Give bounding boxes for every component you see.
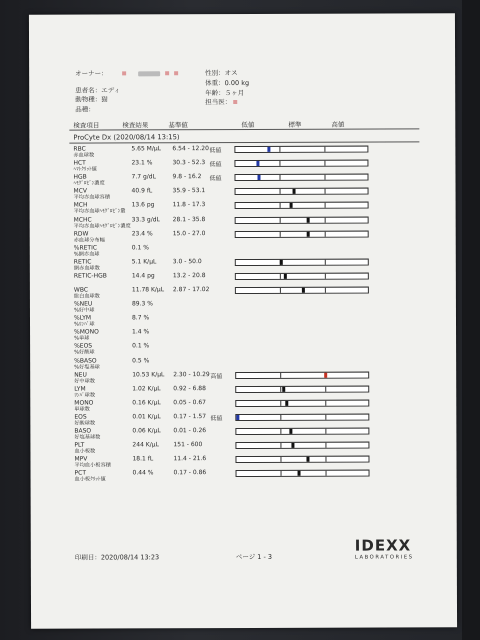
redacted-owner: [138, 71, 160, 76]
test-result: 0.5 %: [132, 356, 150, 364]
test-name: %EOS: [74, 342, 93, 350]
range-divider: [280, 203, 281, 208]
range-divider: [326, 471, 327, 476]
redacted-mark: [174, 71, 178, 75]
test-name: %BASO: [74, 357, 97, 365]
range-divider: [325, 443, 326, 448]
table-row: [29, 158, 455, 173]
patient-label: 患者名：: [75, 86, 102, 95]
test-result: 23.4 %: [131, 229, 153, 237]
range-divider: [325, 401, 326, 406]
range-divider: [280, 457, 281, 462]
range-bar: [236, 470, 370, 477]
test-name: RDW: [73, 230, 89, 238]
col-result: 検査結果: [122, 121, 149, 130]
table-row: [30, 271, 456, 283]
range-bar: [234, 146, 368, 153]
vet-label: 担当医：: [205, 98, 232, 107]
test-result: 8.7 %: [131, 314, 150, 322]
range-marker: [293, 189, 296, 194]
reference-range: 15.0 - 27.0: [172, 229, 206, 237]
range-divider: [280, 288, 281, 293]
test-result: 14.4 pg: [131, 272, 155, 280]
reference-range: 0.01 - 0.26: [173, 427, 207, 435]
reference-range: 9.8 - 16.2: [172, 173, 202, 181]
test-name: PCT: [74, 469, 87, 477]
test-result: 0.44 %: [132, 469, 154, 477]
sex-value: オス: [224, 69, 238, 78]
vet-line: [205, 97, 237, 106]
sex-line: [205, 68, 237, 77]
test-result: 7.7 g/dL: [131, 173, 156, 181]
range-divider: [325, 274, 326, 279]
table-row: [30, 412, 456, 427]
test-name: BASO: [74, 427, 92, 435]
range-divider: [325, 189, 326, 194]
test-name: MONO: [74, 399, 94, 407]
test-jp-name: 単球数: [74, 406, 90, 413]
breed-label: 品種：: [75, 105, 95, 114]
range-divider: [281, 471, 282, 476]
range-marker: [290, 203, 293, 208]
range-marker: [257, 175, 260, 180]
reference-range: 11.4 - 21.6: [173, 455, 207, 463]
table-row: [30, 370, 456, 385]
test-name: RETIC: [73, 258, 92, 266]
test-result: 5.65 M/μL: [131, 145, 162, 153]
range-divider: [325, 386, 326, 391]
reference-range: 30.3 - 52.3: [172, 159, 206, 167]
age-line: [205, 88, 244, 97]
owner-line: [75, 68, 178, 77]
range-divider: [324, 147, 325, 152]
test-jp-name: 好中球数: [74, 378, 95, 385]
test-name: RETIC-HGB: [73, 272, 107, 280]
test-name: MCHC: [73, 216, 92, 224]
test-jp-name: 血小板ｸﾘｯﾄ値: [74, 476, 106, 483]
test-jp-name: 赤血球分布幅: [73, 237, 105, 244]
reference-range: 35.9 - 53.1: [172, 187, 206, 195]
range-divider: [280, 231, 281, 236]
test-name: %RETIC: [73, 244, 98, 252]
range-marker: [298, 471, 301, 476]
idexx-logo: IDEXX: [354, 536, 412, 555]
range-bar: [235, 399, 369, 406]
range-marker: [302, 288, 305, 293]
range-bar: [235, 442, 369, 449]
range-bar: [235, 202, 369, 209]
test-jp-name: 平均赤血球ﾍﾓｸﾞﾛﾋﾞﾝ濃度: [73, 222, 131, 230]
range-divider: [280, 274, 281, 279]
range-bar: [235, 216, 369, 223]
range-marker: [256, 161, 259, 166]
range-divider: [325, 457, 326, 462]
range-bar: [235, 258, 369, 265]
test-name: LYM: [74, 385, 86, 393]
range-divider: [280, 189, 281, 194]
table-row: [30, 299, 456, 314]
test-jp-name: ﾍﾓｸﾞﾛﾋﾞﾝ濃度: [73, 180, 105, 187]
test-result: 0.06 K/μL: [132, 427, 161, 435]
table-row: [30, 440, 456, 455]
sex-label: 性別：: [205, 69, 225, 78]
range-divider: [324, 175, 325, 180]
range-bar: [235, 272, 369, 279]
col-low: 低値: [241, 120, 255, 130]
reference-range: 13.2 - 20.8: [172, 272, 206, 280]
reference-range: 11.8 - 17.3: [172, 201, 206, 209]
test-result: 1.4 %: [132, 328, 150, 336]
test-name: HCT: [73, 159, 86, 167]
reference-range: 2.30 - 10.29: [173, 370, 210, 378]
result-flag: 低値: [209, 147, 222, 155]
test-result: 10.53 K/μL: [132, 370, 165, 378]
reference-range: 0.17 - 0.86: [173, 469, 207, 477]
test-result: 40.9 fL: [131, 187, 153, 195]
age-value: ５ヶ月: [224, 88, 245, 98]
test-name: EOS: [74, 413, 87, 421]
range-bar: [235, 413, 369, 420]
range-bar: [234, 160, 368, 167]
test-result: 11.78 K/μL: [131, 286, 165, 294]
page-number: ページ 1 - 3: [235, 552, 273, 562]
range-marker: [280, 260, 283, 265]
table-row: [30, 313, 456, 328]
idexx-logo-sub: LABORATORIES: [354, 554, 414, 561]
range-marker: [307, 231, 310, 236]
table-row: [30, 285, 456, 300]
range-marker: [291, 443, 294, 448]
result-flag: 低値: [209, 175, 222, 183]
range-bar: [235, 188, 369, 195]
range-divider: [280, 415, 281, 420]
reference-range: 3.0 - 50.0: [172, 257, 202, 266]
age-label: 年齢：: [205, 89, 225, 98]
weight-line: [205, 78, 249, 87]
range-divider: [325, 288, 326, 293]
range-bar: [234, 174, 368, 181]
test-jp-name: ﾍﾏﾄｸﾘｯﾄ値: [73, 166, 97, 173]
range-marker: [282, 387, 285, 392]
reference-range: 0.92 - 6.88: [173, 384, 206, 392]
redacted-mark: [165, 71, 169, 75]
range-bar: [235, 428, 369, 435]
range-bar: [235, 287, 369, 294]
species-label: 動物種：: [75, 95, 102, 104]
weight-label: 体重：: [205, 79, 225, 88]
table-row: [30, 342, 456, 354]
test-name: %MONO: [74, 328, 99, 336]
test-jp-name: %ﾘﾝﾊﾟ球: [74, 321, 95, 328]
table-row: [30, 201, 456, 213]
patient-line: [75, 85, 120, 94]
range-marker: [236, 415, 239, 420]
col-normal: 標準: [288, 120, 302, 129]
test-jp-name: 総白血球数: [73, 293, 100, 300]
test-name: MPV: [74, 455, 88, 463]
table-row: [30, 328, 456, 340]
section-divider: [69, 141, 419, 143]
range-marker: [289, 429, 292, 434]
test-jp-name: 平均赤血球容積: [73, 194, 110, 201]
test-name: PLT: [74, 441, 85, 449]
range-marker: [324, 372, 327, 377]
test-result: 1.02 K/μL: [132, 384, 161, 393]
owner-label: オーナー：: [75, 69, 108, 78]
range-divider: [325, 203, 326, 208]
test-result: 0.1 %: [131, 244, 149, 252]
range-bar: [235, 371, 369, 378]
lab-report-page: [29, 13, 457, 628]
test-jp-name: 網赤血球数: [73, 265, 100, 272]
table-row: [30, 229, 456, 244]
table-row: [30, 215, 456, 230]
table-row: [30, 454, 456, 469]
patient-value: エディ: [101, 86, 121, 95]
test-name: MCH: [73, 201, 88, 209]
test-result: 244 K/μL: [132, 441, 159, 449]
test-name: %LYM: [73, 314, 92, 322]
test-result: 5.1 K/μL: [131, 258, 157, 266]
table-row: [30, 398, 456, 413]
print-date: 印刷日：2020/08/14 13:23: [74, 553, 160, 562]
test-result: 0.16 K/μL: [132, 399, 161, 407]
test-result: 33.3 g/dL: [131, 215, 160, 223]
range-divider: [279, 175, 280, 180]
table-row: [30, 426, 456, 441]
range-marker: [307, 217, 310, 222]
range-bar: [235, 456, 369, 463]
test-jp-name: 平均血小板容積: [74, 462, 111, 469]
range-divider: [280, 429, 281, 434]
table-row: [30, 187, 456, 199]
test-jp-name: %好中球: [73, 307, 95, 314]
folder-edge: [462, 0, 480, 640]
table-row: [30, 384, 456, 399]
table-row: [29, 144, 455, 159]
species-line: [75, 94, 108, 103]
table-row: [29, 172, 455, 187]
test-result: 18.1 fL: [132, 455, 154, 463]
test-result: 0.1 %: [132, 342, 150, 350]
test-name: %NEU: [73, 300, 93, 308]
breed-line: [75, 105, 95, 114]
test-jp-name: 好塩基球数: [74, 434, 101, 441]
range-marker: [306, 457, 309, 462]
test-jp-name: 好酸球数: [74, 420, 96, 427]
test-name: NEU: [74, 371, 87, 379]
reference-range: 2.87 - 17.02: [172, 286, 210, 294]
range-divider: [325, 429, 326, 434]
test-result: 23.1 %: [131, 159, 153, 167]
col-item: 検査項目: [73, 121, 100, 130]
range-divider: [325, 260, 326, 265]
redacted-mark: [122, 71, 126, 75]
redacted-mark: [233, 100, 237, 104]
test-result: 0.01 K/μL: [132, 413, 161, 421]
test-jp-name: %好塩基球: [74, 364, 100, 371]
range-divider: [279, 161, 280, 166]
table-row: [30, 356, 456, 371]
header-divider: [69, 128, 419, 130]
test-jp-name: 赤血球数: [73, 152, 95, 159]
range-divider: [280, 387, 281, 392]
table-row: [31, 469, 457, 481]
col-high: 高値: [331, 120, 345, 129]
range-marker: [285, 401, 288, 406]
weight-value: 0.00 kg: [224, 78, 250, 88]
range-marker: [284, 274, 287, 279]
reference-range: 0.05 - 0.67: [173, 398, 206, 407]
test-name: HGB: [73, 173, 87, 181]
reference-range: 0.17 - 1.57: [173, 413, 207, 421]
table-row: [30, 257, 456, 272]
range-marker: [267, 147, 270, 152]
range-divider: [279, 147, 280, 152]
section-title: ProCyte Dx (2020/08/14 13:15): [73, 133, 180, 142]
test-jp-name: 血小板数: [74, 448, 96, 455]
reference-range: 6.54 - 12.20: [172, 145, 209, 153]
reference-range: 151 - 600: [173, 441, 203, 449]
test-jp-name: %好酸球: [74, 349, 95, 356]
result-flag: 低値: [209, 161, 222, 169]
test-jp-name: %単球: [74, 335, 90, 342]
test-jp-name: %網赤血球: [73, 251, 100, 258]
test-jp-name: ﾘﾝﾊﾟ球数: [74, 392, 96, 399]
reference-range: 28.1 - 35.8: [172, 215, 206, 223]
test-result: 89.3 %: [131, 300, 153, 308]
test-name: WBC: [73, 286, 89, 294]
range-divider: [325, 231, 326, 236]
range-divider: [324, 161, 325, 166]
species-value: 猫: [101, 95, 108, 104]
test-name: MCV: [73, 187, 88, 195]
range-divider: [325, 415, 326, 420]
range-divider: [280, 372, 281, 377]
range-bar: [235, 385, 369, 392]
table-row: [30, 243, 456, 258]
result-flag: 低値: [210, 414, 223, 423]
test-jp-name: 平均赤血球ﾍﾓｸﾞﾛﾋﾞﾝ量: [73, 208, 126, 215]
col-reference: 基準値: [168, 121, 188, 130]
range-divider: [325, 217, 326, 222]
range-divider: [280, 401, 281, 406]
range-bar: [235, 230, 369, 237]
test-result: 13.6 pg: [131, 201, 155, 209]
test-name: RBC: [73, 145, 86, 153]
result-flag: 高値: [210, 372, 223, 380]
range-divider: [280, 217, 281, 222]
range-divider: [280, 443, 281, 448]
